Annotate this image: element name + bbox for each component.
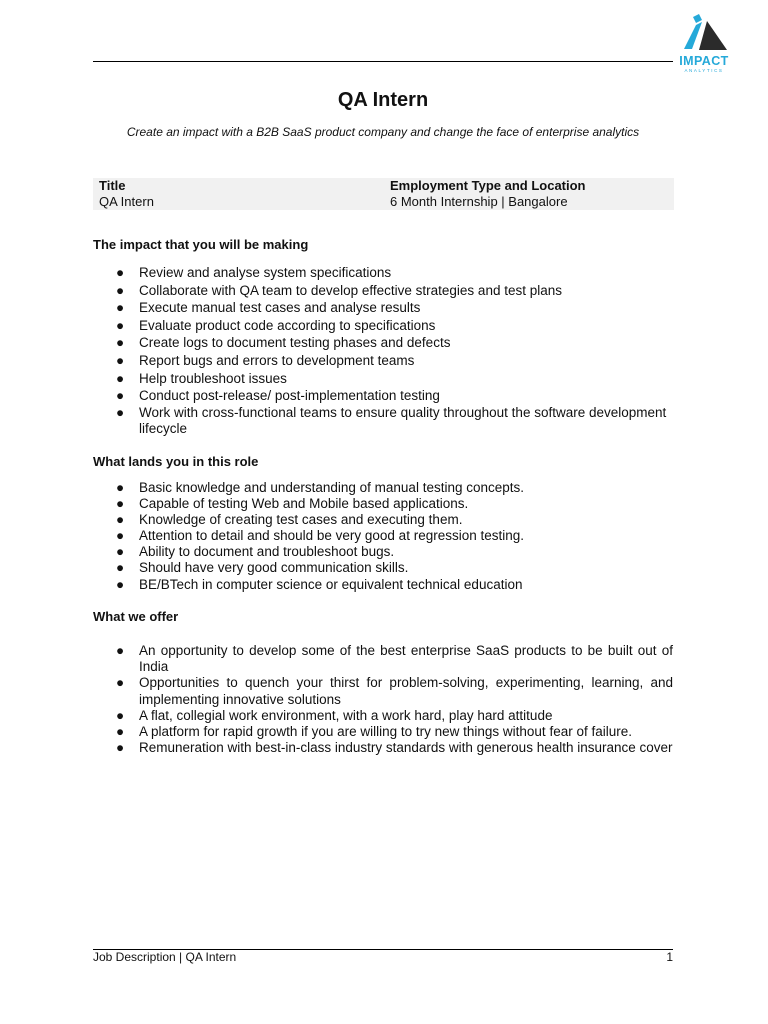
bullet-icon: ● [116, 740, 125, 756]
info-table [93, 178, 674, 210]
list-item: ● Remuneration with best-in-class industry standards with generous health insurance cover [116, 740, 673, 756]
logo-wordmark: IMPACT [679, 54, 729, 68]
list-item: ● A platform for rapid growth if you are willing to try new things without fear of failure. [116, 724, 632, 740]
bullet-icon: ● [116, 675, 125, 691]
impact-list [93, 264, 673, 437]
page-subtitle: Create an impact with a B2B SaaS product company and change the face of enterprise analytics [126, 125, 640, 139]
footer-label: Job Description | QA Intern [93, 950, 237, 964]
bullet-icon: ● [116, 370, 125, 386]
header-rule [93, 61, 673, 62]
bullet-icon: ● [116, 352, 125, 368]
section-heading-requirements: What lands you in this role [93, 454, 259, 469]
info-value-employment: 6 Month Internship | Bangalore [390, 194, 568, 209]
logo-mark-icon [679, 13, 729, 53]
list-item: ● Create logs to document testing phases and defects [116, 335, 451, 351]
bullet-icon: ● [116, 528, 125, 544]
list-item: ● BE/BTech in computer science or equivalent technical education [116, 576, 523, 592]
page-title: QA Intern [337, 89, 429, 111]
section-heading-offer: What we offer [93, 609, 179, 624]
bullet-icon: ● [116, 404, 125, 420]
list-item: ● Attention to detail and should be very good at regression testing. [116, 528, 525, 544]
page-number: 1 [666, 950, 673, 964]
list-item: ● Review and analyse system specifications [116, 265, 392, 280]
bullet-icon: ● [116, 544, 125, 560]
bullet-icon: ● [116, 496, 125, 512]
list-item: ● Ability to document and troubleshoot bugs. [116, 544, 395, 560]
bullet-icon: ● [116, 724, 125, 740]
info-value-title: QA Intern [99, 194, 154, 209]
list-item: ● Execute manual test cases and analyse results [116, 300, 421, 316]
list-item: ● Should have very good communication skills. [116, 560, 409, 576]
list-item: ● Help troubleshoot issues [116, 370, 287, 386]
requirements-list [93, 480, 673, 593]
list-item: ● A flat, collegial work environment, with a work hard, play hard attitude [116, 707, 553, 723]
list-item: ● Knowledge of creating test cases and executing them. [116, 512, 463, 528]
bullet-icon: ● [116, 480, 125, 495]
bullet-icon: ● [116, 560, 125, 576]
bullet-icon: ● [116, 512, 125, 528]
list-item: ● Conduct post-release/ post-implementation testing [116, 388, 440, 404]
info-header-employment: Employment Type and Location [390, 178, 586, 193]
bullet-icon: ● [116, 576, 125, 592]
bullet-icon: ● [116, 317, 125, 333]
list-item: ● An opportunity to develop some of the best enterprise SaaS products to be built out of India [116, 643, 673, 675]
list-item: ● Work with cross-functional teams to ensure quality throughout the software development lifecycle [116, 404, 667, 436]
bullet-icon: ● [116, 300, 125, 316]
bullet-icon: ● [116, 282, 125, 298]
section-heading-impact: The impact that you will be making [93, 237, 309, 252]
offer-list [93, 643, 673, 756]
info-column-title [99, 178, 154, 210]
list-item: ● Basic knowledge and understanding of manual testing concepts. [116, 480, 525, 495]
logo-subtext: ANALYTICS [684, 68, 724, 73]
company-logo [676, 13, 732, 73]
bullet-icon: ● [116, 388, 125, 404]
bullet-icon: ● [116, 707, 125, 723]
bullet-icon: ● [116, 643, 125, 658]
info-header-title: Title [99, 178, 126, 193]
list-item: ● Evaluate product code according to specifications [116, 317, 436, 333]
list-item: ● Capable of testing Web and Mobile based applications. [116, 496, 469, 512]
bullet-icon: ● [116, 335, 125, 351]
info-column-employment [390, 178, 586, 210]
bullet-icon: ● [116, 265, 125, 280]
list-item: ● Opportunities to quench your thirst for problem-solving, experimenting, learning, and implementing innovative solutions [116, 675, 673, 707]
list-item: ● Collaborate with QA team to develop effective strategies and test plans [116, 282, 562, 298]
list-item: ● Report bugs and errors to development teams [116, 352, 415, 368]
